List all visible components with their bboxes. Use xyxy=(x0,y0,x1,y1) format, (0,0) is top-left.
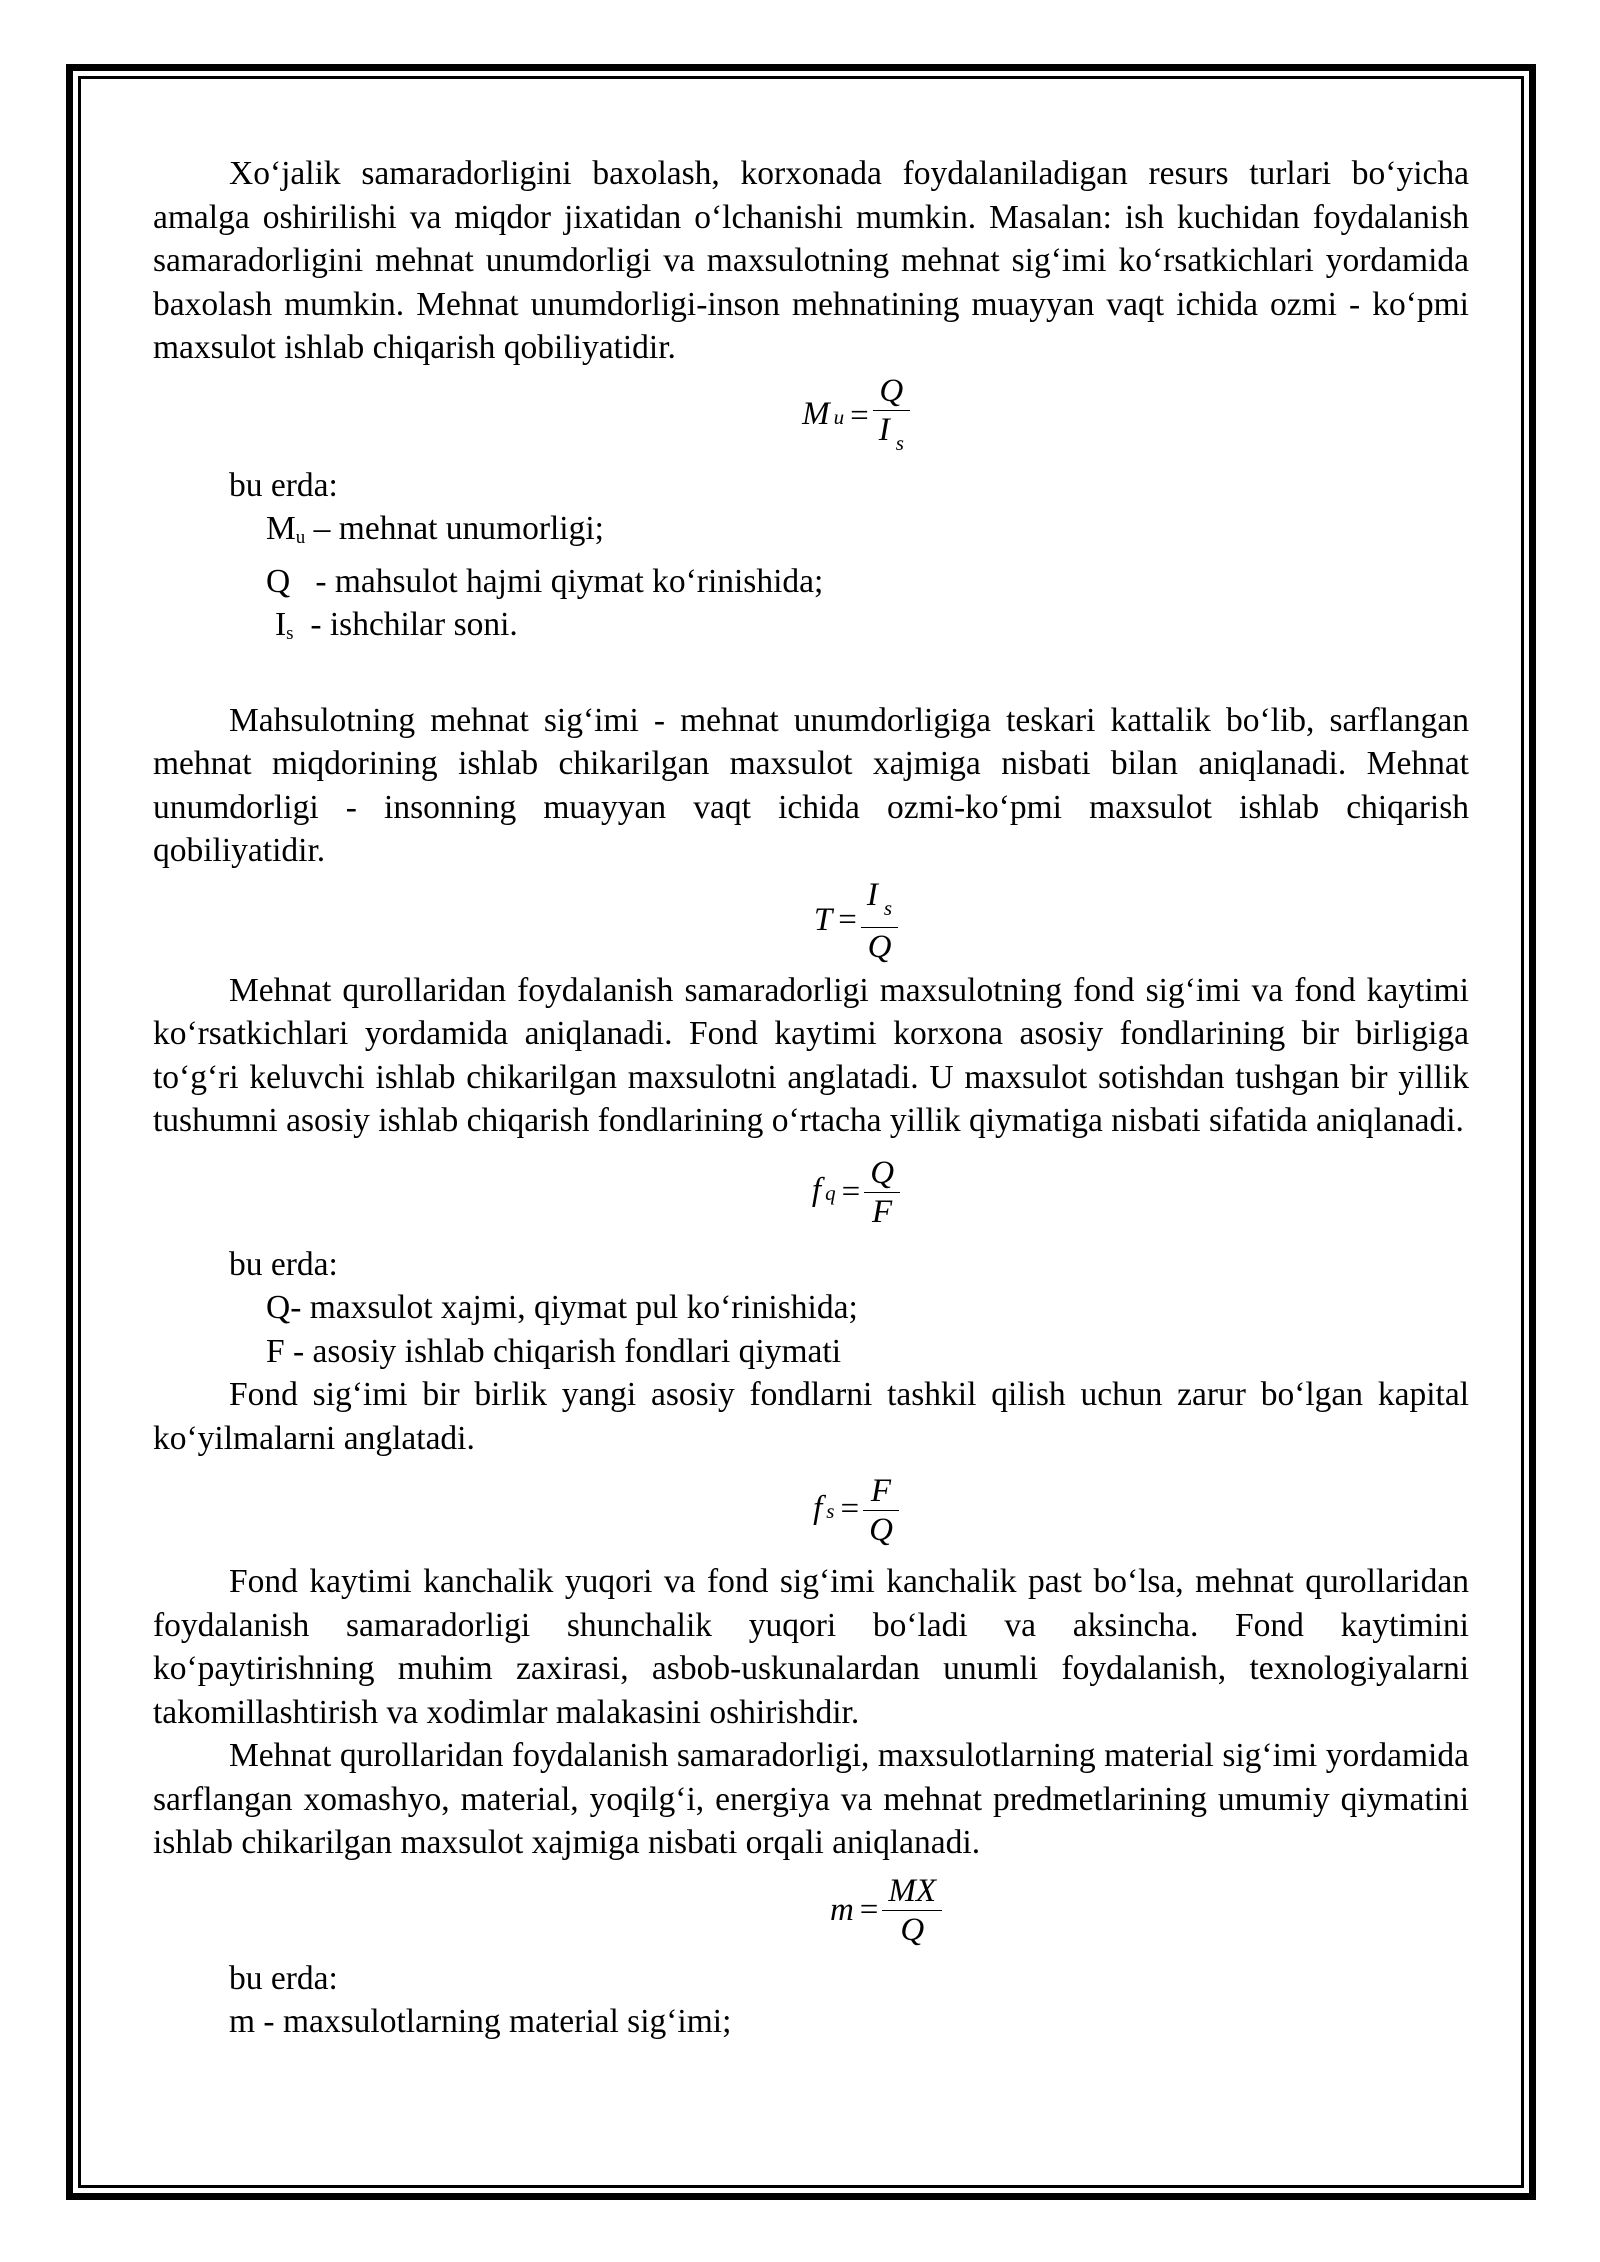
numerator: Q xyxy=(879,372,904,409)
legend-item-q: Q - mahsulot hajmi qiymat ko‘rinishida; xyxy=(266,562,824,600)
paragraph-fund-return: Mehnat qurollaridan foydalanish samaradorligi maxsulotning fond sig‘imi va fond kaytimi ko‘rsatkichlari yordamida aniqlanadi. Fond kaytimi korxona asosiy fondlarining bir birligiga to‘g‘ri keluvchi ishlab chikarilgan maxsulotni anglatadi. U maxsulot sotishdan tushgan bir yillik tushumni asosiy ishlab chiqarish fondlarining o‘rtacha yillik qiymatiga nisbati sifatida aniqlanadi. xyxy=(153,971,1469,1139)
legend-symbol: M xyxy=(266,510,296,547)
equals-sign: = xyxy=(850,397,869,434)
formula-lhs: T xyxy=(813,901,833,938)
formula-lhs: f xyxy=(813,1489,823,1526)
legend-item-q: Q- maxsulot xajmi, qiymat pul ko‘rinishida; xyxy=(266,1289,858,1326)
legend-symbol-sub: s xyxy=(286,623,294,644)
denominator-sub: s xyxy=(895,430,904,455)
equals-sign: = xyxy=(859,1891,879,1928)
legend-text: – mehnat unumorligi; xyxy=(305,510,604,547)
formula-lhs-sub: s xyxy=(826,1498,835,1523)
formula-fund-return xyxy=(243,1145,1469,1241)
paragraph-efficiency: Fond kaytimi kanchalik yuqori va fond sig‘imi kanchalik past bo‘lsa, mehnat qurollaridan foydalanish samaradorligi shunchalik yuqori bo‘ladi va aksincha. Fond kaytimini ko‘paytirishning muhim zaxirasi, asbob-uskunalardan unumli foydalanish, texnologiyalarni takomillashtirish va xodimlar malakasini oshirishdir. xyxy=(153,1563,1469,1731)
denominator: Q xyxy=(869,1511,893,1548)
formula-lhs-sub: q xyxy=(825,1181,836,1206)
formula-lhs: M xyxy=(802,396,830,433)
equals-sign: = xyxy=(838,901,857,938)
formula-lhs: f xyxy=(811,1172,822,1209)
legend-item-f: F - asosiy ishlab chiqarish fondlari qiymati xyxy=(266,1332,841,1370)
document-body xyxy=(153,152,1469,2044)
numerator: Q xyxy=(870,1155,895,1191)
paragraph-material-intensity: Mehnat qurollaridan foydalanish samaradorligi, maxsulotlarning material sig‘imi yordamida sarflangan xomashyo, material, yoqilg‘i, energiya va mehnat predmetlarining umumiy qiymatini ishlab chikarilgan maxsulot xajmiga nisbati orqali aniqlanadi. xyxy=(153,1737,1469,1861)
denominator: I xyxy=(878,411,890,448)
numerator: F xyxy=(870,1472,892,1509)
numerator-sub: s xyxy=(883,895,893,920)
bu-erda-label: bu erda: xyxy=(229,1959,338,1997)
spacer xyxy=(153,656,1469,699)
legend-text: - ishchilar soni. xyxy=(293,606,518,643)
paragraph-fund-intensity: Fond sig‘imi bir birlik yangi asosiy fondlarni tashkil qilish uchun zarur bo‘lgan kapital ko‘yilmalarni anglatadi. xyxy=(153,1376,1469,1457)
formula-labor-productivity xyxy=(243,372,1469,462)
legend-item-m: m - maxsulotlarning material sig‘imi; xyxy=(229,2003,732,2040)
legend-item-mu xyxy=(153,507,1469,560)
fraction xyxy=(863,1472,899,1549)
bu-erda-label: bu erda: xyxy=(229,466,338,504)
legend-symbol: I xyxy=(275,606,287,643)
equals-sign: = xyxy=(840,1491,860,1528)
fraction xyxy=(873,372,910,462)
formula-material-intensity xyxy=(303,1867,1469,1955)
formula-lhs: m xyxy=(829,1891,854,1928)
formula-fund-intensity xyxy=(243,1462,1469,1558)
fraction xyxy=(861,876,898,966)
formula-lhs-sub: u xyxy=(833,405,845,430)
paragraph-intro: Xo‘jalik samaradorligini baxolash, korxonada foydalaniladigan resurs turlari bo‘yicha amalga oshirilishi va miqdor jixatidan o‘lchanishi mumkin. Masalan: ish kuchidan foydalanish samaradorligini mehnat unumdorligi va maxsulotning mehnat sig‘imi ko‘rsatkichlari yordamida baxolash mumkin. Mehnat unumdorligi-inson mehnatining muayyan vaqt ichida ozmi - ko‘pmi maxsulot ishlab chiqarish qobiliyatidir. xyxy=(153,155,1469,366)
legend-item-is xyxy=(153,603,1469,656)
fraction xyxy=(864,1154,900,1231)
bu-erda-label: bu erda: xyxy=(229,1245,338,1283)
denominator: Q xyxy=(867,928,892,965)
legend-symbol-sub: u xyxy=(295,527,306,548)
denominator: F xyxy=(872,1194,893,1230)
paragraph-labor-intensity: Mahsulotning mehnat sig‘imi - mehnat unumdorligiga teskari kattalik bo‘lib, sarflangan mehnat miqdorining ishlab chikarilgan maxsulot xajmiga nisbati bilan aniqlanadi. Mehnat unumdorligi - insonning muayyan vaqt ichida ozmi-ko‘pmi maxsulot ishlab chiqarish qobiliyatidir. xyxy=(153,701,1469,869)
numerator: MX xyxy=(888,1873,937,1909)
numerator: I xyxy=(866,876,878,913)
fraction xyxy=(882,1872,942,1949)
formula-labor-intensity xyxy=(243,875,1469,967)
denominator: Q xyxy=(900,1912,925,1948)
equals-sign: = xyxy=(841,1173,861,1210)
